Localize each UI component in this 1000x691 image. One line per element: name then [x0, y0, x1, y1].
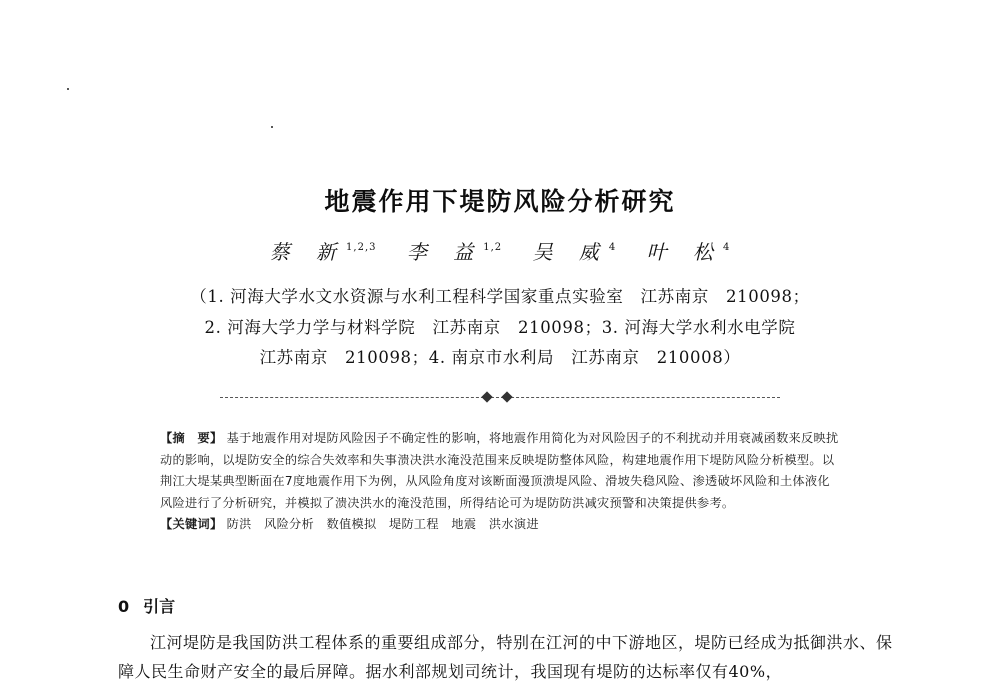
keywords-text: 防洪 风险分析 数值模拟 堤防工程 地震 洪水演进	[226, 517, 539, 531]
author-name: 叶 松	[646, 240, 723, 264]
author-name: 李 益	[406, 240, 484, 264]
author-affiliation-mark: 4	[608, 242, 617, 253]
author-name: 蔡 新	[269, 240, 347, 264]
abstract-text: 基于地震作用对堤防风险因子不确定性的影响，将地震作用简化为对风险因子的不利扰动并用衰减函数来反映扰动的影响，以堤防安全的综合失效率和失事溃决洪水淹没范围来反映堤防整体风险，构建地震作用下堤防风险分析模型。以荆江大堤某典型断面在7度地震作用下为例，从风险角度对该断面漫顶溃堤风险、滑坡失稳风险、渗透破坏风险和土体液化风险进行了分析研究，并模拟了溃决洪水的淹没范围，所得结论可为堤防防洪减灾预警和决策提供参考。	[160, 431, 839, 510]
affiliation-line: 江苏南京 210098；4. 南京市水利局 江苏南京 210008）	[259, 348, 741, 367]
divider-ornament	[501, 391, 512, 402]
header-divider	[220, 397, 780, 398]
keywords-line	[160, 514, 840, 536]
section-title: 引言	[143, 597, 176, 616]
author-list	[0, 236, 1000, 265]
body-paragraph: 江河堤防是我国防洪工程体系的重要组成部分，特别在江河的中下游地区，堤防已经成为抵御洪水、保障人民生命财产安全的最后屏障。据水利部规划司统计，我国现有堤防的达标率仅有40%，	[118, 633, 893, 681]
abstract-block	[160, 428, 840, 536]
section-heading	[118, 594, 189, 617]
author	[532, 236, 616, 265]
abstract-paragraph	[160, 428, 840, 514]
author	[270, 236, 377, 265]
author-name: 吴 威	[532, 240, 609, 264]
section-number: 0	[118, 597, 130, 616]
keywords-label: 【关键词】	[160, 517, 223, 531]
affiliation-line: （1. 河海大学水文水资源与水利工程科学国家重点实验室 江苏南京 210098；	[190, 287, 810, 306]
scan-speck	[67, 88, 69, 90]
author-affiliation-mark: 1,2	[483, 242, 503, 253]
body-text	[118, 628, 898, 686]
scan-speck	[271, 126, 273, 128]
paper-title: 地震作用下堤防风险分析研究	[324, 187, 676, 216]
author-affiliation-mark: 4	[722, 242, 731, 253]
affiliation-line: 2. 河海大学力学与材料学院 江苏南京 210098；3. 河海大学水利水电学院	[204, 318, 796, 337]
divider-ornament	[481, 391, 492, 402]
author-affiliation-mark: 1,2,3	[346, 242, 377, 253]
author	[647, 236, 731, 265]
abstract-label: 【摘 要】	[160, 431, 223, 445]
author	[407, 236, 502, 265]
